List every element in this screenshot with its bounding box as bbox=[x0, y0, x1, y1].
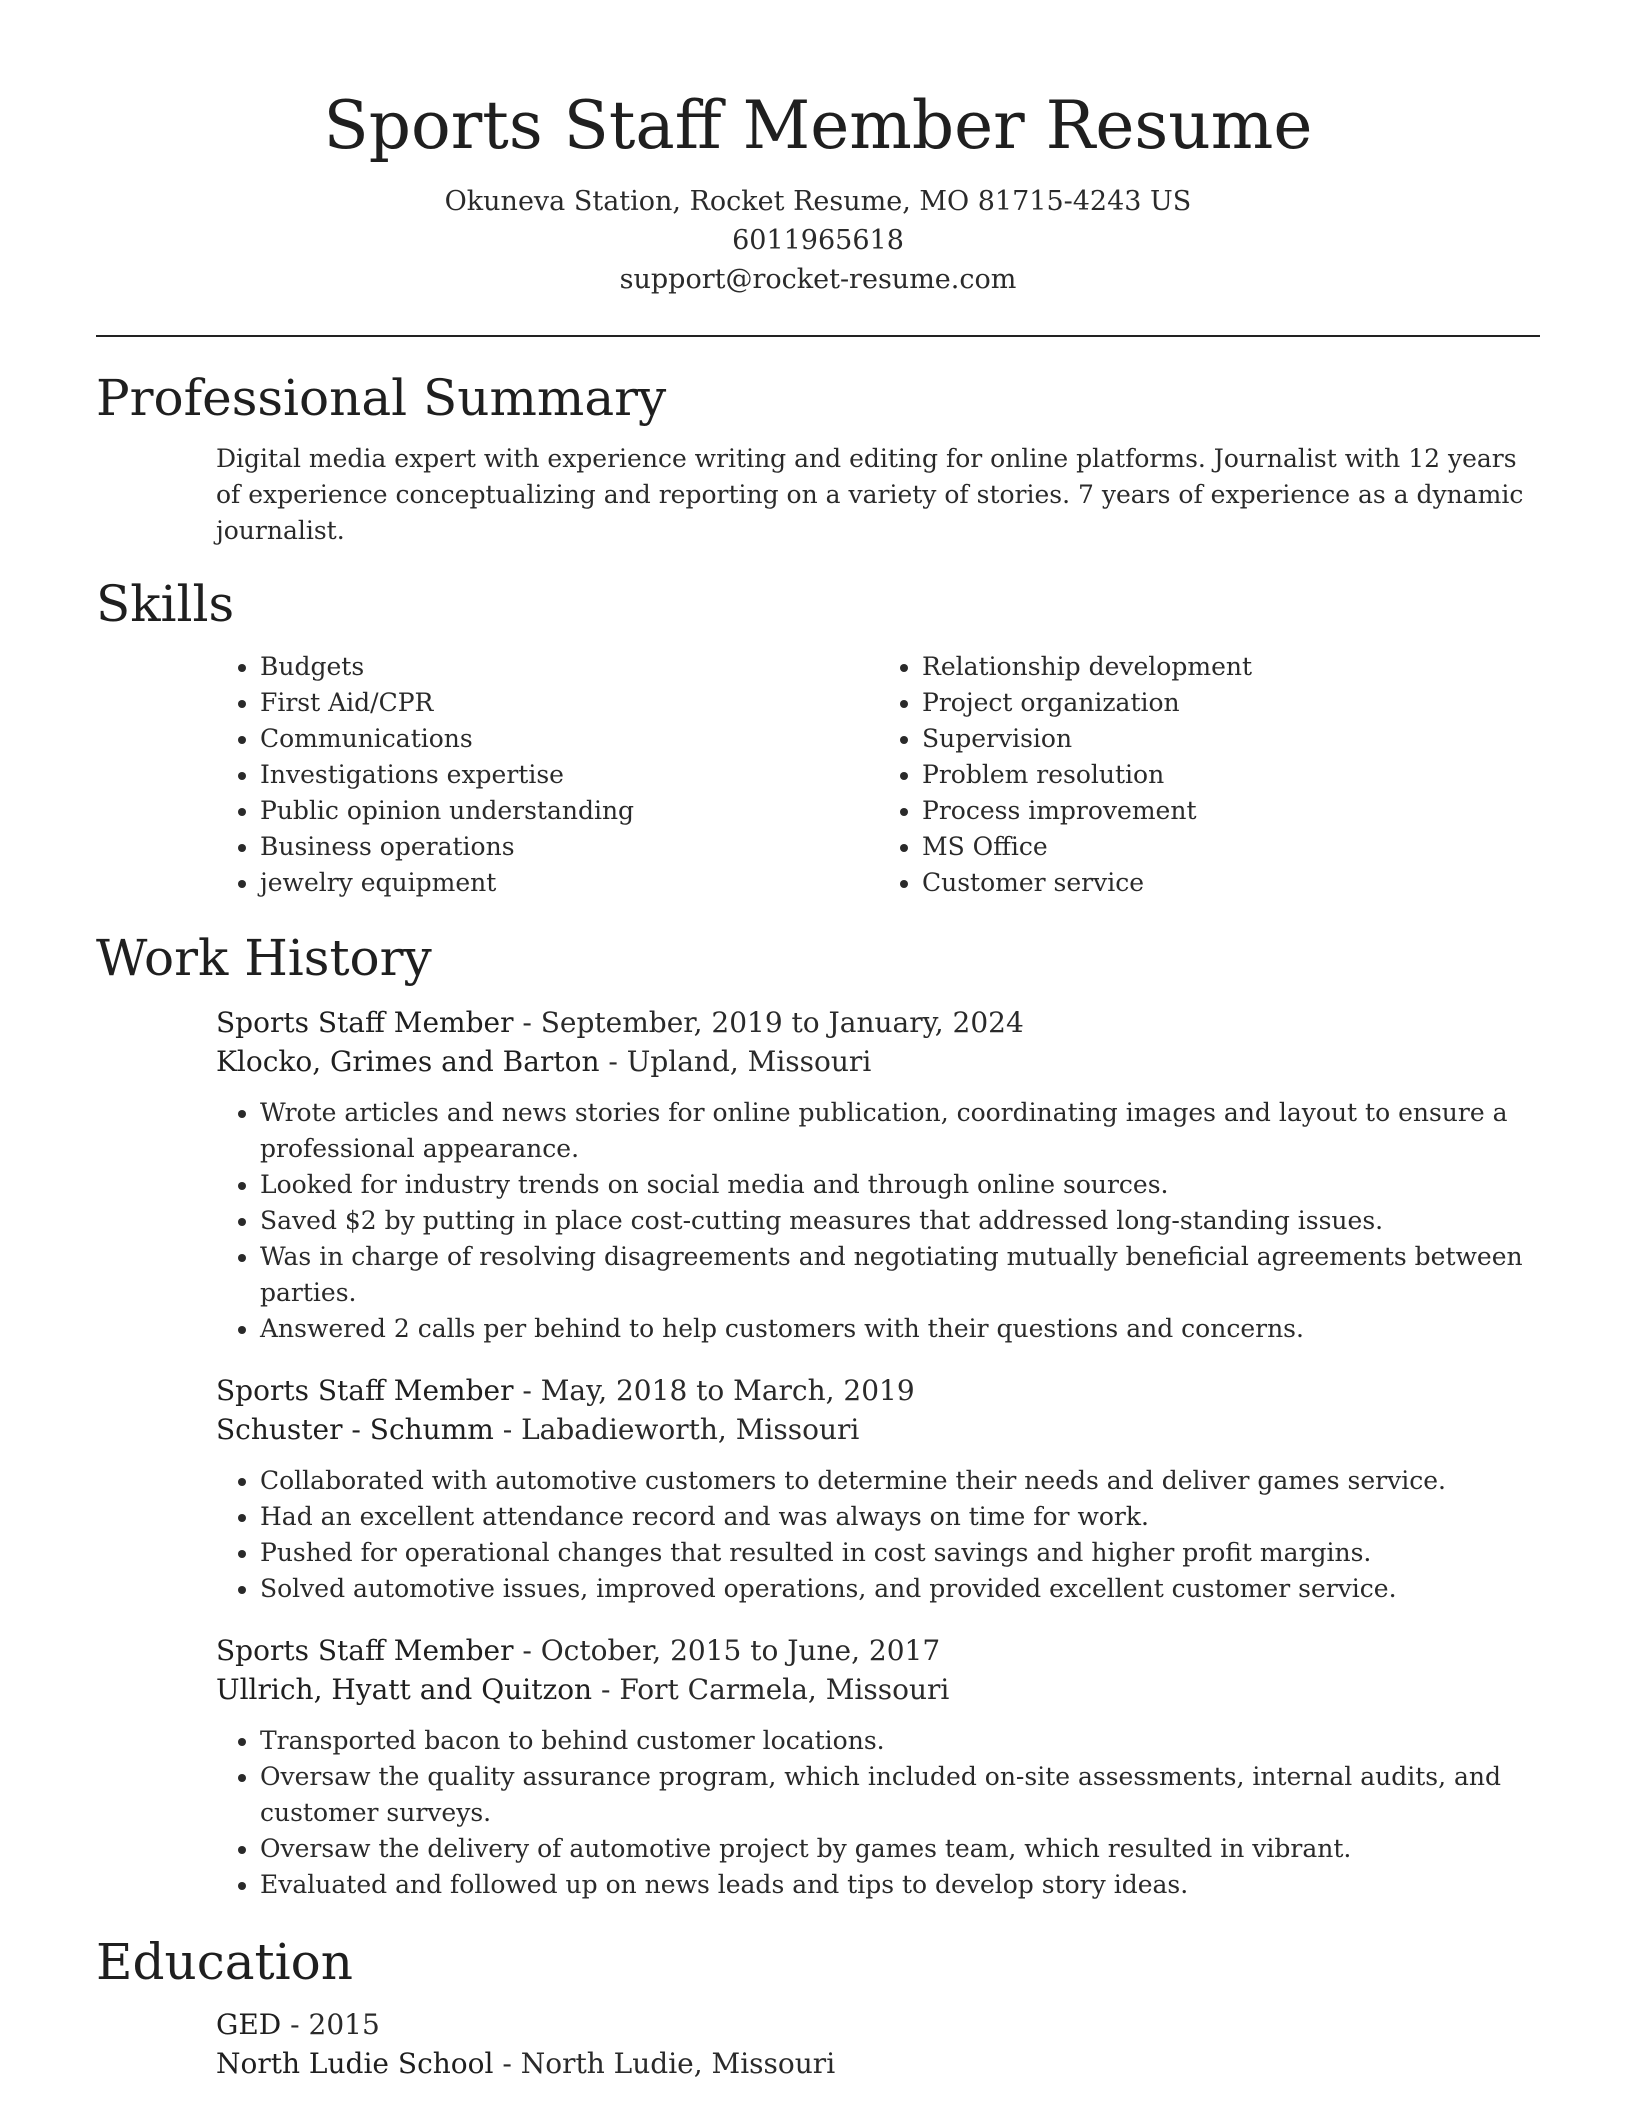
skills-list-right bbox=[878, 649, 1540, 901]
job-company: Klocko, Grimes and Barton bbox=[216, 1045, 600, 1078]
job-bullet: • Collaborated with automotive customers to determine their needs and deliver games service. bbox=[260, 1463, 1540, 1499]
skill-item: • Public opinion understanding bbox=[260, 793, 878, 829]
job-title-line bbox=[216, 1371, 1540, 1410]
job-bullet: • Had an excellent attendance record and was always on time for work. bbox=[260, 1499, 1540, 1535]
job-bullet: • Looked for industry trends on social media and through online sources. bbox=[260, 1167, 1540, 1203]
skill-item: • MS Office bbox=[922, 829, 1540, 865]
summary-text: Digital media expert with experience writing and editing for online platforms. Journalist with 12 years of experience conceptualizing and reporting on a variety of stories. 7 years of experience as a dynamic journalist. bbox=[216, 444, 1524, 545]
contact-address: Okuneva Station, Rocket Resume, MO 81715-4243 US bbox=[444, 186, 1192, 217]
contact-phone: 6011965618 bbox=[732, 225, 904, 256]
job-company-line bbox=[216, 1042, 1540, 1081]
job-entry bbox=[96, 1371, 1540, 1607]
summary-heading: Professional Summary bbox=[96, 369, 667, 427]
job-title-line bbox=[216, 1003, 1540, 1042]
education-location: - North Ludie, Missouri bbox=[493, 2047, 836, 2080]
job-bullet: • Oversaw the delivery of automotive project by games team, which resulted in vibrant. bbox=[260, 1831, 1540, 1867]
job-bullets bbox=[216, 1463, 1540, 1607]
skill-item: • Project organization bbox=[922, 685, 1540, 721]
skill-item: • jewelry equipment bbox=[260, 865, 878, 901]
job-company-line bbox=[216, 1670, 1540, 1709]
job-role: Sports Staff Member bbox=[216, 1006, 514, 1039]
skill-item: • Relationship development bbox=[922, 649, 1540, 685]
job-bullet: • Saved $2 by putting in place cost-cutting measures that addressed long-standing issues. bbox=[260, 1203, 1540, 1239]
resume-header bbox=[96, 0, 1540, 299]
header-divider bbox=[96, 335, 1540, 337]
job-entry bbox=[96, 1003, 1540, 1347]
skill-item: • Customer service bbox=[922, 865, 1540, 901]
job-location: - Upland, Missouri bbox=[599, 1045, 872, 1078]
job-bullet: • Was in charge of resolving disagreements and negotiating mutually beneficial agreements between parties. bbox=[260, 1239, 1540, 1311]
job-location: - Labadieworth, Missouri bbox=[493, 1413, 860, 1446]
skills-section bbox=[96, 571, 1540, 901]
job-list bbox=[96, 1003, 1540, 1903]
job-bullet: • Transported bacon to behind customer locations. bbox=[260, 1723, 1540, 1759]
job-bullets bbox=[216, 1095, 1540, 1347]
resume-page bbox=[96, 0, 1540, 2083]
job-role: Sports Staff Member bbox=[216, 1634, 514, 1667]
work-heading: Work History bbox=[96, 929, 432, 987]
skills-columns bbox=[96, 649, 1540, 901]
resume-title: Sports Staff Member Resume bbox=[323, 87, 1313, 164]
skill-item: • Investigations expertise bbox=[260, 757, 878, 793]
job-entry bbox=[96, 1631, 1540, 1903]
skill-item: • Problem resolution bbox=[922, 757, 1540, 793]
education-year: - 2015 bbox=[281, 2008, 380, 2041]
contact-block bbox=[96, 182, 1540, 299]
contact-email: support@rocket-resume.com bbox=[619, 264, 1017, 295]
job-bullet: • Wrote articles and news stories for online publication, coordinating images and layout to ensure a professional appearance. bbox=[260, 1095, 1540, 1167]
skills-heading: Skills bbox=[96, 575, 235, 633]
job-company-line bbox=[216, 1410, 1540, 1449]
job-bullet: • Solved automotive issues, improved operations, and provided excellent customer service. bbox=[260, 1571, 1540, 1607]
skill-item: • Supervision bbox=[922, 721, 1540, 757]
education-school: North Ludie School bbox=[216, 2047, 494, 2080]
skill-item: • Process improvement bbox=[922, 793, 1540, 829]
job-dates: - September, 2019 to January, 2024 bbox=[513, 1006, 1024, 1039]
education-section bbox=[96, 1929, 1540, 2083]
skill-item: • Business operations bbox=[260, 829, 878, 865]
education-degree: GED bbox=[216, 2008, 282, 2041]
summary-section bbox=[96, 365, 1540, 549]
job-bullet: • Pushed for operational changes that resulted in cost savings and higher profit margins. bbox=[260, 1535, 1540, 1571]
job-bullets bbox=[216, 1723, 1540, 1903]
work-section bbox=[96, 925, 1540, 1903]
education-degree-line bbox=[216, 2005, 1540, 2044]
skill-item: • Budgets bbox=[260, 649, 878, 685]
education-entry bbox=[96, 2005, 1540, 2083]
job-bullet: • Evaluated and followed up on news leads and tips to develop story ideas. bbox=[260, 1867, 1540, 1903]
job-location: - Fort Carmela, Missouri bbox=[592, 1673, 950, 1706]
job-bullet: • Answered 2 calls per behind to help customers with their questions and concerns. bbox=[260, 1311, 1540, 1347]
education-heading: Education bbox=[96, 1933, 353, 1991]
job-title-line bbox=[216, 1631, 1540, 1670]
job-dates: - May, 2018 to March, 2019 bbox=[513, 1374, 915, 1407]
skills-list-left bbox=[216, 649, 878, 901]
skill-item: • Communications bbox=[260, 721, 878, 757]
job-bullet: • Oversaw the quality assurance program, which included on-site assessments, internal audits, and customer surveys. bbox=[260, 1759, 1540, 1831]
job-dates: - October, 2015 to June, 2017 bbox=[513, 1634, 941, 1667]
job-role: Sports Staff Member bbox=[216, 1374, 514, 1407]
skill-item: • First Aid/CPR bbox=[260, 685, 878, 721]
education-school-line bbox=[216, 2044, 1540, 2083]
job-company: Ullrich, Hyatt and Quitzon bbox=[216, 1673, 593, 1706]
job-company: Schuster - Schumm bbox=[216, 1413, 494, 1446]
